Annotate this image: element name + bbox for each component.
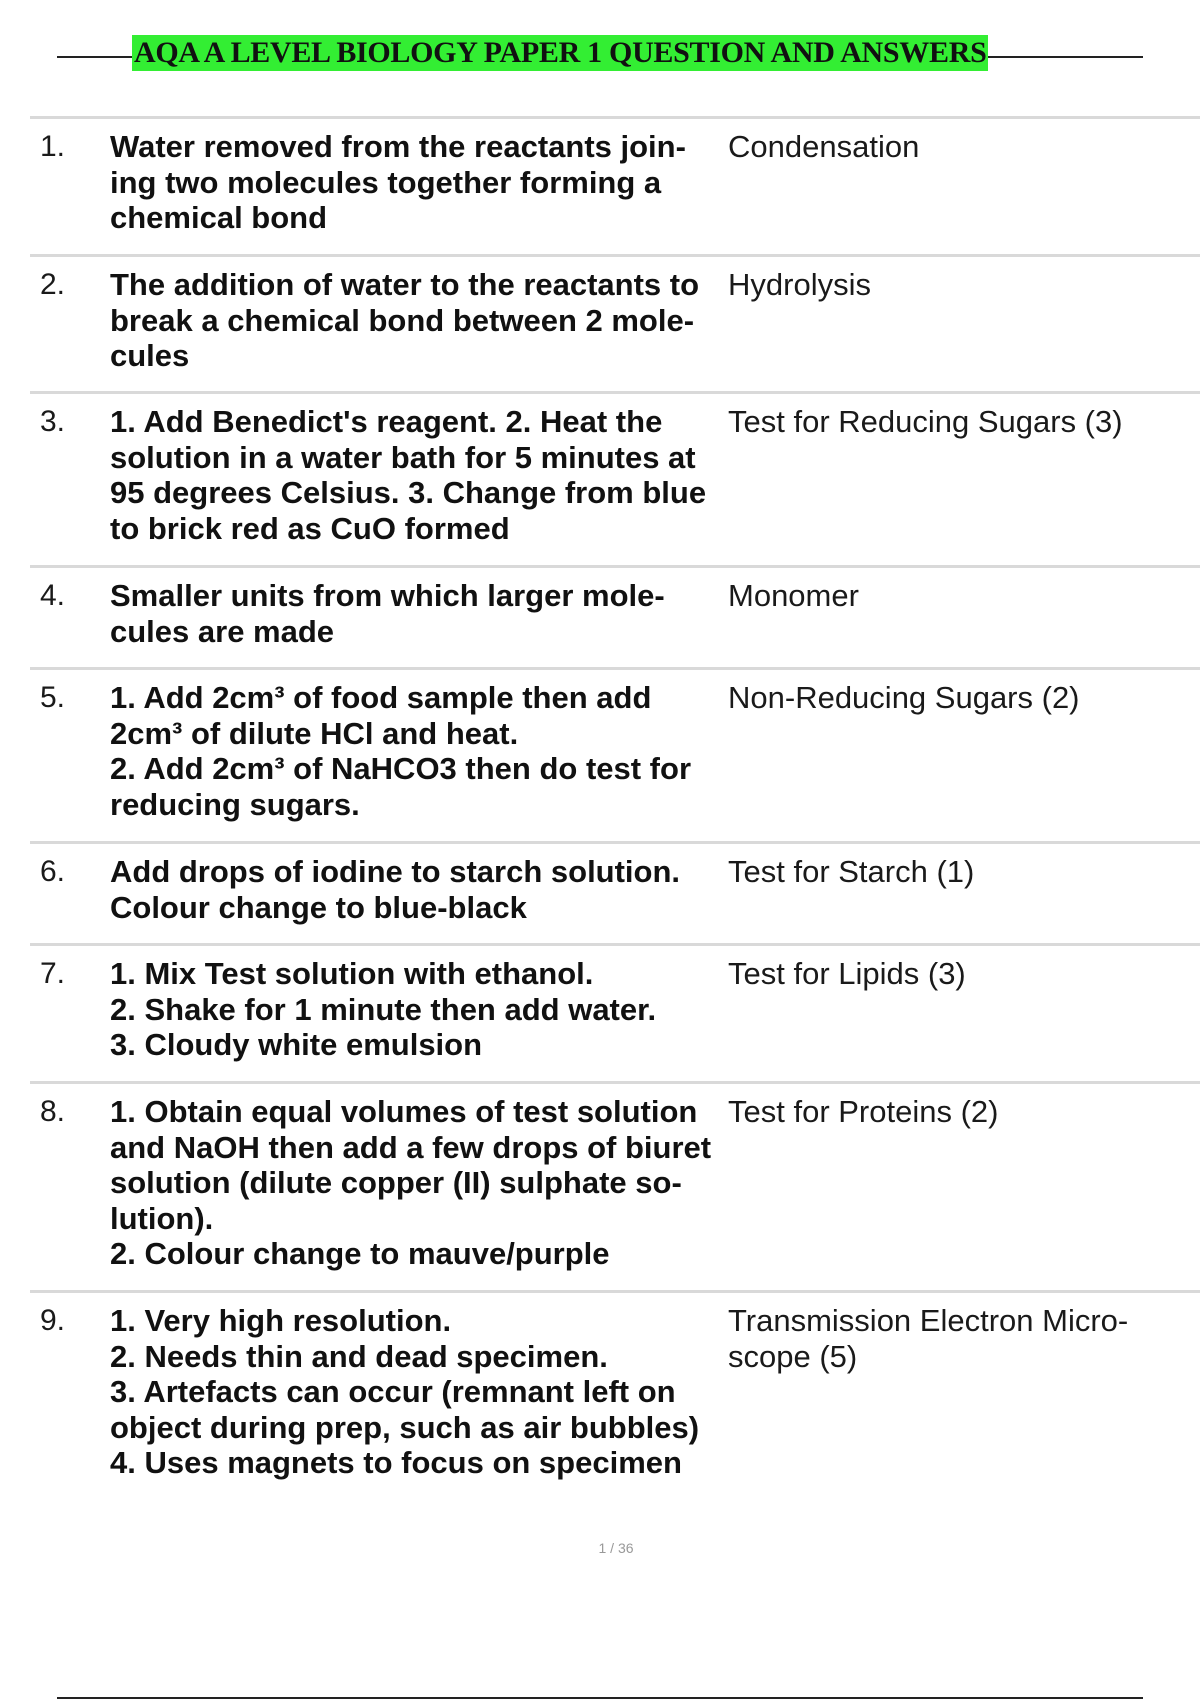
question-line: chemical bond — [110, 200, 328, 235]
question-text — [110, 1094, 750, 1272]
answer-line: Test for Reducing Sugars (3) — [728, 404, 1123, 439]
question-line: 2. Needs thin and dead specimen. — [110, 1338, 608, 1374]
question-line: cules are made — [110, 613, 335, 649]
question-number: 6. — [40, 855, 66, 888]
qa-row — [30, 943, 1200, 1081]
question-line: 95 degrees Celsius. 3. Change from blue — [110, 475, 707, 510]
question-line: 1. Add Benedict's reagent. 2. Heat the — [110, 404, 663, 439]
answer-line: Non-Reducing Sugars (2) — [728, 680, 1080, 715]
answer-text — [728, 1303, 1168, 1375]
question-number: 3. — [40, 405, 66, 438]
question-line: Smaller units from which larger mole- — [110, 578, 665, 613]
question-line: The addition of water to the reactants to — [110, 267, 700, 302]
question-line: Add drops of iodine to starch solution. — [110, 854, 681, 889]
question-line: cules — [110, 338, 190, 373]
answer-line: Monomer — [728, 578, 859, 613]
question-number: 8. — [40, 1095, 66, 1128]
question-text — [110, 578, 750, 649]
question-line: 1. Obtain equal volumes of test solution — [110, 1094, 698, 1129]
question-text — [110, 267, 750, 374]
answer-line: Test for Lipids (3) — [728, 956, 966, 991]
question-line: ing two molecules together forming a — [110, 164, 662, 200]
question-line: to brick red as CuO formed — [110, 510, 510, 546]
question-number: 9. — [40, 1304, 66, 1337]
question-line: object during prep, such as air bubbles) — [110, 1409, 700, 1445]
question-line: lution). — [110, 1200, 214, 1236]
answer-text — [728, 854, 1168, 890]
answer-text — [728, 404, 1168, 440]
qa-row — [30, 116, 1200, 254]
question-line: Colour change to blue-black — [110, 889, 527, 925]
question-line: solution in a water bath for 5 minutes at — [110, 439, 696, 475]
question-number: 2. — [40, 268, 66, 301]
qa-list — [30, 116, 1200, 1510]
answer-text — [728, 267, 1168, 303]
question-line: 1. Mix Test solution with ethanol. — [110, 956, 594, 991]
question-line: 1. Very high resolution. — [110, 1303, 452, 1338]
answer-line: Condensation — [728, 129, 920, 164]
document-title: AQA A LEVEL BIOLOGY PAPER 1 QUESTION AND ANSWERS — [134, 36, 987, 69]
qa-row — [30, 1081, 1200, 1290]
question-line: 2cm³ of dilute HCl and heat. — [110, 715, 519, 751]
answer-line: Test for Starch (1) — [728, 854, 975, 889]
question-line: reducing sugars. — [110, 786, 360, 822]
question-number: 5. — [40, 681, 66, 714]
question-number: 1. — [40, 130, 66, 163]
question-line: and NaOH then add a few drops of biuret — [110, 1129, 712, 1165]
answer-text — [728, 1094, 1168, 1130]
qa-row — [30, 391, 1200, 565]
question-line: Water removed from the reactants join- — [110, 129, 686, 164]
footer-rule — [57, 1697, 1143, 1699]
question-line: 4. Uses magnets to focus on specimen — [110, 1445, 682, 1480]
question-line: solution (dilute copper (II) sulphate so- — [110, 1165, 682, 1200]
qa-row — [30, 841, 1200, 943]
question-text — [110, 680, 750, 822]
answer-line: Test for Proteins (2) — [728, 1094, 999, 1129]
qa-row — [30, 1290, 1200, 1510]
answer-text — [728, 129, 1168, 165]
question-line: 2. Add 2cm³ of NaHCO3 then do test for — [110, 751, 692, 786]
question-number: 4. — [40, 579, 66, 612]
question-line: 2. Shake for 1 minute then add water. — [110, 991, 657, 1027]
question-text — [110, 854, 750, 925]
qa-row — [30, 667, 1200, 841]
document-header — [57, 33, 1143, 73]
question-line: 3. Artefacts can occur (remnant left on — [110, 1374, 676, 1409]
answer-line: Transmission Electron Micro- — [728, 1303, 1129, 1338]
question-text — [110, 1303, 750, 1481]
question-text — [110, 404, 750, 546]
question-line: break a chemical bond between 2 mole- — [110, 302, 695, 338]
answer-text — [728, 956, 1168, 992]
question-number: 7. — [40, 957, 66, 990]
question-line: 3. Cloudy white emulsion — [110, 1027, 483, 1062]
qa-row — [30, 565, 1200, 667]
question-line: 1. Add 2cm³ of food sample then add — [110, 680, 652, 715]
page-number: 1 / 36 — [598, 1540, 634, 1556]
qa-row — [30, 254, 1200, 391]
answer-text — [728, 578, 1168, 614]
question-text — [110, 129, 750, 236]
answer-text — [728, 680, 1168, 716]
question-text — [110, 956, 750, 1063]
question-line: 2. Colour change to mauve/purple — [110, 1236, 610, 1271]
answer-line: scope (5) — [728, 1339, 858, 1374]
answer-line: Hydrolysis — [728, 267, 871, 302]
